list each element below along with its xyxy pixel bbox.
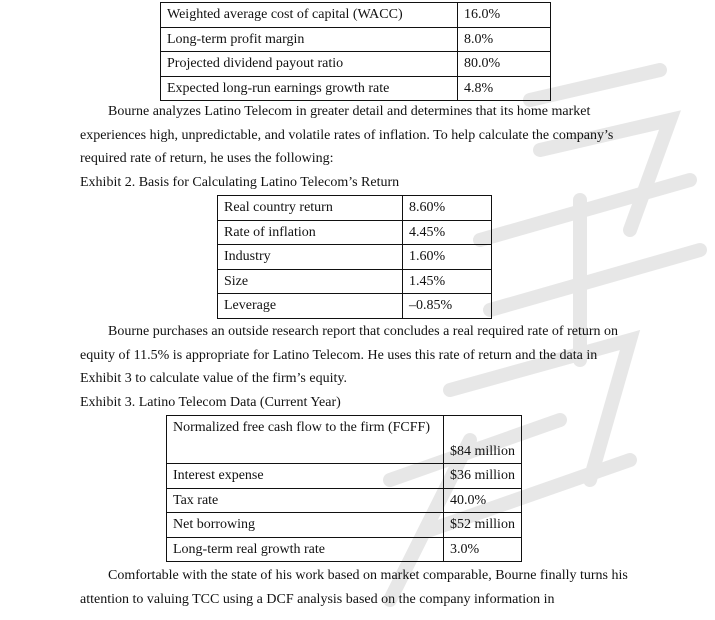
row-label: Normalized free cash flow to the firm (FCFF) bbox=[167, 416, 444, 464]
row-label: Size bbox=[218, 269, 403, 294]
row-value: $36 million bbox=[444, 464, 522, 489]
table-row bbox=[218, 245, 492, 270]
row-label: Expected long-run earnings growth rate bbox=[161, 76, 458, 101]
row-value: 16.0% bbox=[458, 3, 551, 28]
row-label: Long-term real growth rate bbox=[167, 537, 444, 562]
row-value: 1.60% bbox=[403, 245, 492, 270]
row-value: –0.85% bbox=[403, 294, 492, 319]
row-value: $52 million bbox=[444, 513, 522, 538]
row-value: 1.45% bbox=[403, 269, 492, 294]
row-label: Tax rate bbox=[167, 488, 444, 513]
exhibit2-caption: Exhibit 2. Basis for Calculating Latino Telecom’s Return bbox=[80, 175, 400, 190]
row-value: 40.0% bbox=[444, 488, 522, 513]
table-row bbox=[167, 513, 522, 538]
table-row bbox=[218, 294, 492, 319]
table-row bbox=[218, 220, 492, 245]
table-row bbox=[161, 27, 551, 52]
row-label: Rate of inflation bbox=[218, 220, 403, 245]
row-label: Weighted average cost of capital (WACC) bbox=[161, 3, 458, 28]
table-row bbox=[167, 416, 522, 464]
row-label: Projected dividend payout ratio bbox=[161, 52, 458, 77]
exhibit3-table bbox=[166, 415, 522, 562]
table-row bbox=[161, 52, 551, 77]
table-row bbox=[161, 76, 551, 101]
row-value: 4.45% bbox=[403, 220, 492, 245]
exhibit2-table bbox=[217, 195, 492, 319]
table-row bbox=[167, 464, 522, 489]
row-value: $84 million bbox=[444, 416, 522, 464]
table-row bbox=[218, 269, 492, 294]
table-row bbox=[161, 3, 551, 28]
table-row bbox=[167, 537, 522, 562]
row-label: Real country return bbox=[218, 196, 403, 221]
row-label: Long-term profit margin bbox=[161, 27, 458, 52]
table-row bbox=[167, 488, 522, 513]
row-value: 80.0% bbox=[458, 52, 551, 77]
exhibit3-caption: Exhibit 3. Latino Telecom Data (Current Year) bbox=[80, 395, 341, 410]
paragraph-inflation: Bourne analyzes Latino Telecom in greater detail and determines that its home market experiences high, unpredictable, and volatile rates of inflation. To help calculate the company’s required rate of return, he uses the following: bbox=[80, 104, 614, 166]
row-value: 8.0% bbox=[458, 27, 551, 52]
row-label: Industry bbox=[218, 245, 403, 270]
row-value: 4.8% bbox=[458, 76, 551, 101]
paragraph-dcf-analysis: Comfortable with the state of his work based on market comparable, Bourne finally turns his attention to valuing TCC using a DCF analysis based on the company information in bbox=[80, 568, 628, 607]
paragraph-research-report: Bourne purchases an outside research report that concludes a real required rate of return on equity of 11.5% is appropriate for Latino Telecom. He uses this rate of return and the data in Exhibit 3 to calculate value of the firm’s equity. bbox=[80, 324, 619, 386]
row-label: Leverage bbox=[218, 294, 403, 319]
exhibit1-table bbox=[160, 2, 551, 101]
row-value: 3.0% bbox=[444, 537, 522, 562]
row-value: 8.60% bbox=[403, 196, 492, 221]
row-label: Interest expense bbox=[167, 464, 444, 489]
row-label: Net borrowing bbox=[167, 513, 444, 538]
table-row bbox=[218, 196, 492, 221]
